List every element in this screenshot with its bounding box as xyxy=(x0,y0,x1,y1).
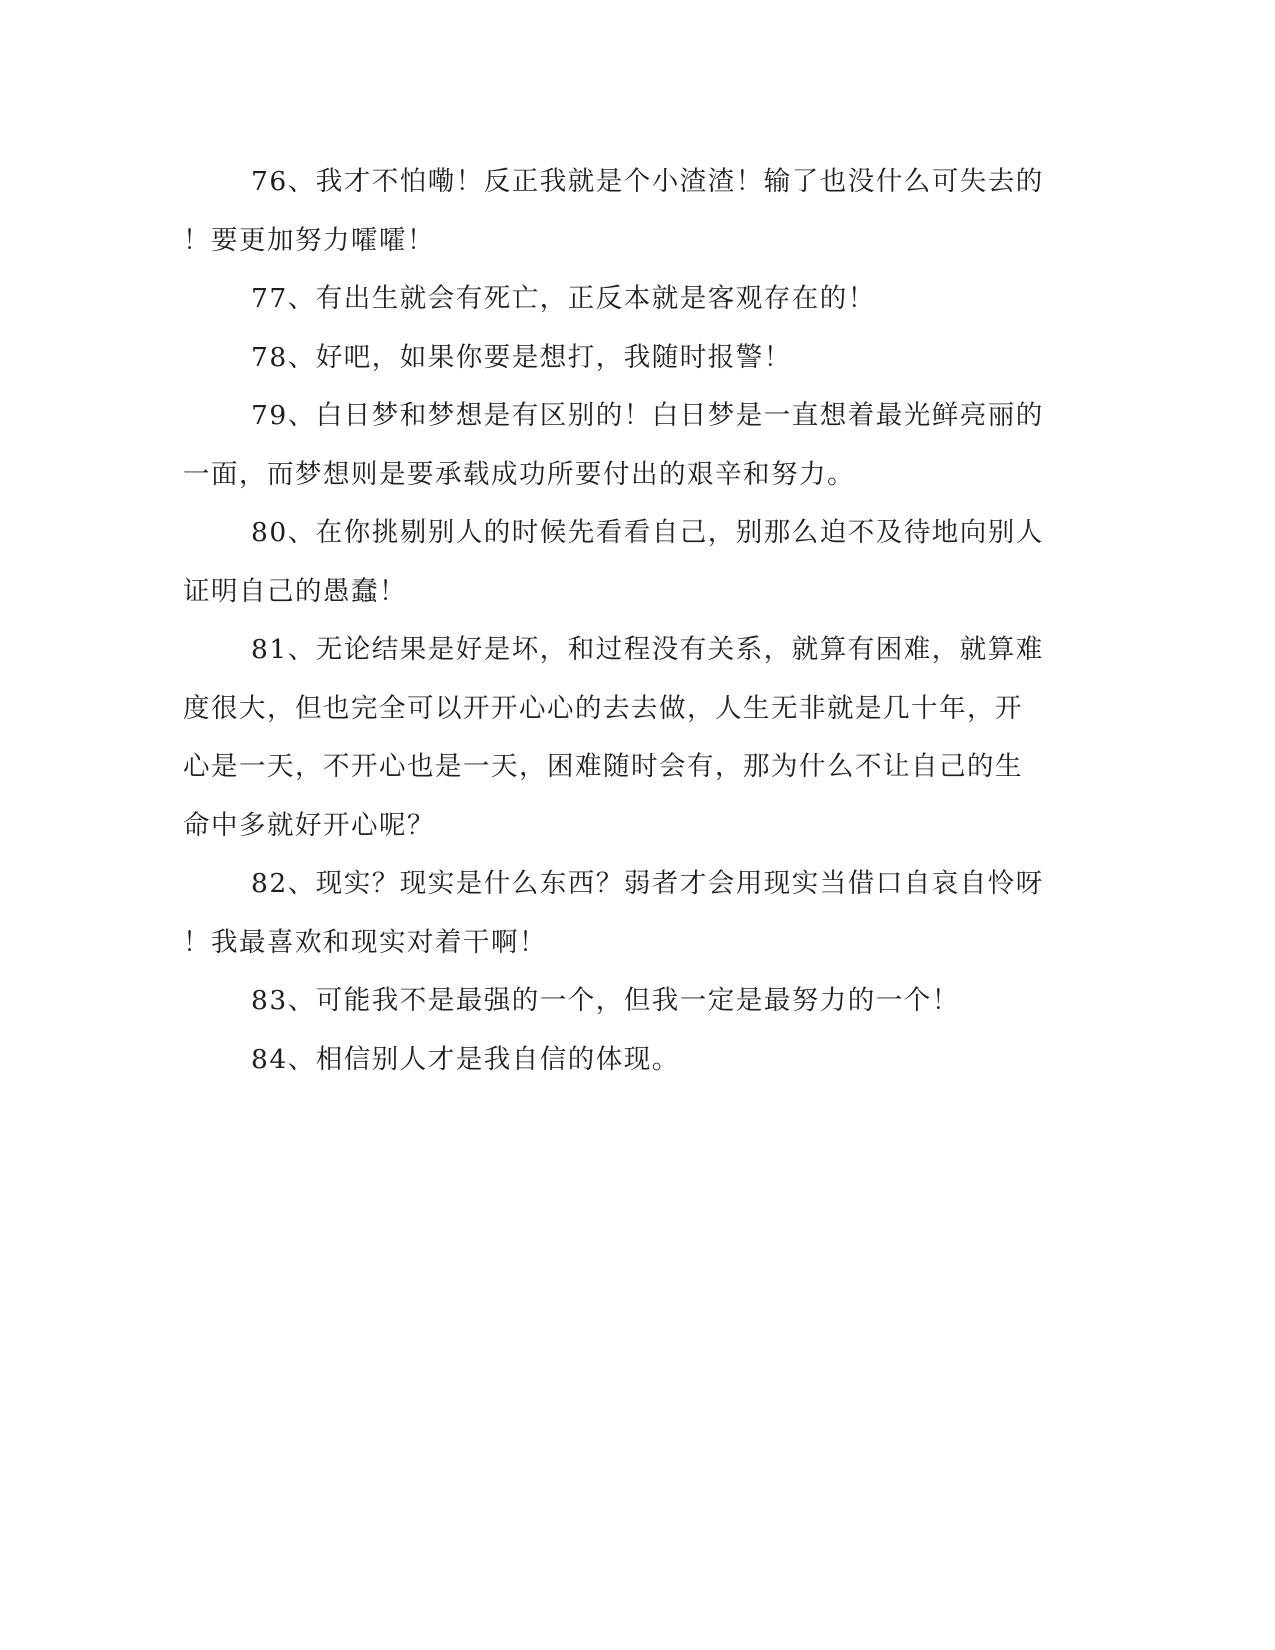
paragraph-line: 78、好吧，如果你要是想打，我随时报警！ xyxy=(251,341,792,373)
paragraph-line: 81、无论结果是好是坏，和过程没有关系，就算有困难，就算难 xyxy=(251,634,1044,665)
paragraph-line: 证明自己的愚蠢！ xyxy=(183,575,407,607)
paragraph-line: 76、我才不怕嘞！反正我就是个小渣渣！输了也没什么可失去的 xyxy=(251,166,1044,197)
paragraph-line: 命中多就好开心呢？ xyxy=(183,809,435,841)
paragraph-77 xyxy=(183,270,1035,329)
paragraph-line: 77、有出生就会有死亡，正反本就是客观存在的！ xyxy=(251,283,876,314)
paragraph-line: 度很大，但也完全可以开开心心的去去做，人生无非就是几十年，开 xyxy=(183,692,1023,724)
paragraph-line: 79、白日梦和梦想是有区别的！白日梦是一直想着最光鲜亮丽的 xyxy=(251,400,1044,431)
paragraph-line: 82、现实？现实是什么东西？弱者才会用现实当借口自哀自怜呀 xyxy=(251,868,1044,899)
paragraph-line: ！我最喜欢和现实对着干啊！ xyxy=(183,926,547,958)
paragraph-78 xyxy=(183,329,1035,388)
paragraph-line: 84、相信别人才是我自信的体现。 xyxy=(251,1043,680,1075)
paragraph-line: 心是一天，不开心也是一天，困难随时会有，那为什么不让自己的生 xyxy=(183,751,1023,782)
paragraph-83 xyxy=(183,972,1035,1031)
paragraph-76 xyxy=(183,153,1044,270)
paragraph-80 xyxy=(183,504,1044,621)
document-body xyxy=(183,153,1044,1089)
paragraph-line: 83、可能我不是最强的一个，但我一定是最努力的一个！ xyxy=(251,985,960,1016)
paragraph-81 xyxy=(183,621,1044,855)
paragraph-84 xyxy=(183,1031,1035,1090)
paragraph-79 xyxy=(183,387,1044,504)
paragraph-line: 一面，而梦想则是要承载成功所要付出的艰辛和努力。 xyxy=(183,458,855,490)
paragraph-line: ！要更加努力嚯嚯！ xyxy=(183,224,435,256)
paragraph-82 xyxy=(183,855,1044,972)
paragraph-line: 80、在你挑剔别人的时候先看看自己，别那么迫不及待地向别人 xyxy=(251,517,1044,548)
